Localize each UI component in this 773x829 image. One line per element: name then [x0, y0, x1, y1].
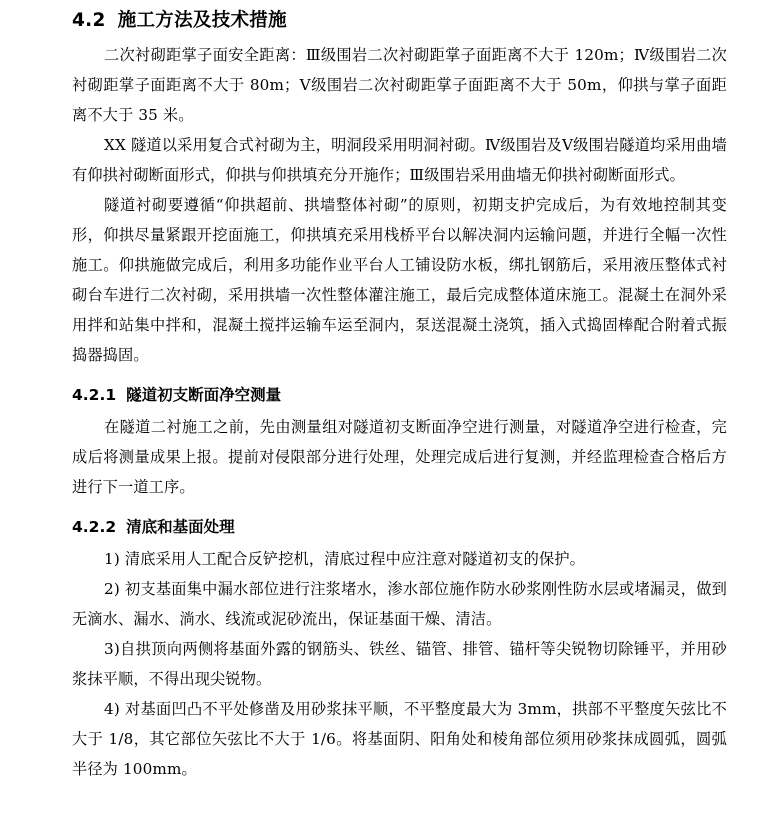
- paragraph-safety-distance: 二次衬砌距掌子面安全距离：Ⅲ级围岩二次衬砌距掌子面距离不大于 120m；Ⅳ级围岩二次衬砌距掌子面距离不大于 80m；Ⅴ级围岩二次衬砌距掌子面距离不大于 50m，仰拱与掌子面距离不大于 35 米。: [72, 46, 727, 124]
- list-item-3: 3)自拱顶向两侧将基面外露的钢筋头、铁丝、锚管、排管、锚杆等尖锐物切除锤平，并用砂浆抹平顺，不得出现尖锐物。: [72, 640, 727, 688]
- subsection-title: 隧道初支断面净空测量: [126, 386, 282, 404]
- subsection-number: 4.2.2: [72, 518, 117, 536]
- list-item-4: 4) 对基面凹凸不平处修凿及用砂浆抹平顺，不平整度最大为 3mm，拱部不平整度矢弦比不大于 1/8，其它部位矢弦比不大于 1/6。将基面阴、阳角处和棱角部位须用砂浆抹成圆弧，圆弧半径为 100mm。: [72, 700, 727, 778]
- paragraph-survey: 在隧道二衬施工之前，先由测量组对隧道初支断面净空进行测量，对隧道净空进行检查，完成后将测量成果上报。提前对侵限部分进行处理，处理完成后进行复测，并经监理检查合格后方进行下一道工序。: [72, 418, 727, 496]
- list-item-1: 1) 清底采用人工配合反铲挖机，清底过程中应注意对隧道初支的保护。: [104, 550, 585, 568]
- section-number: 4.2: [72, 10, 106, 31]
- subsection-heading-survey: [72, 382, 727, 408]
- section-heading: [72, 8, 727, 34]
- subsection-title: 清底和基面处理: [126, 518, 235, 536]
- subsection-heading-base-treatment: [72, 514, 727, 540]
- subsection-number: 4.2.1: [72, 386, 117, 404]
- paragraph-lining-principle: 隧道衬砌要遵循“仰拱超前、拱墙整体衬砌”的原则，初期支护完成后，为有效地控制其变形，仰拱尽量紧跟开挖面施工，仰拱填充采用栈桥平台以解决洞内运输问题，并进行全幅一次性施工。仰拱施做完成后，利用多功能作业平台人工铺设防水板，绑扎钢筋后，采用液压整体式衬砌台车进行二次衬砌，采用拱墙一次性整体灌注施工，最后完成整体道床施工。混凝土在洞外采用拌和站集中拌和，混凝土搅拌运输车运至洞内，泵送混凝土浇筑，插入式捣固棒配合附着式振捣器捣固。: [72, 196, 727, 364]
- paragraph-lining-type: XX 隧道以采用复合式衬砌为主，明洞段采用明洞衬砌。Ⅳ级围岩及Ⅴ级围岩隧道均采用曲墙有仰拱衬砌断面形式，仰拱与仰拱填充分开施作；Ⅲ级围岩采用曲墙无仰拱衬砌断面形式。: [72, 136, 727, 184]
- section-title: 施工方法及技术措施: [117, 10, 287, 31]
- list-item-2: 2) 初支基面集中漏水部位进行注浆堵水，渗水部位施作防水砂浆刚性防水层或堵漏灵，做到无滴水、漏水、淌水、线流或泥砂流出，保证基面干燥、清洁。: [72, 580, 727, 628]
